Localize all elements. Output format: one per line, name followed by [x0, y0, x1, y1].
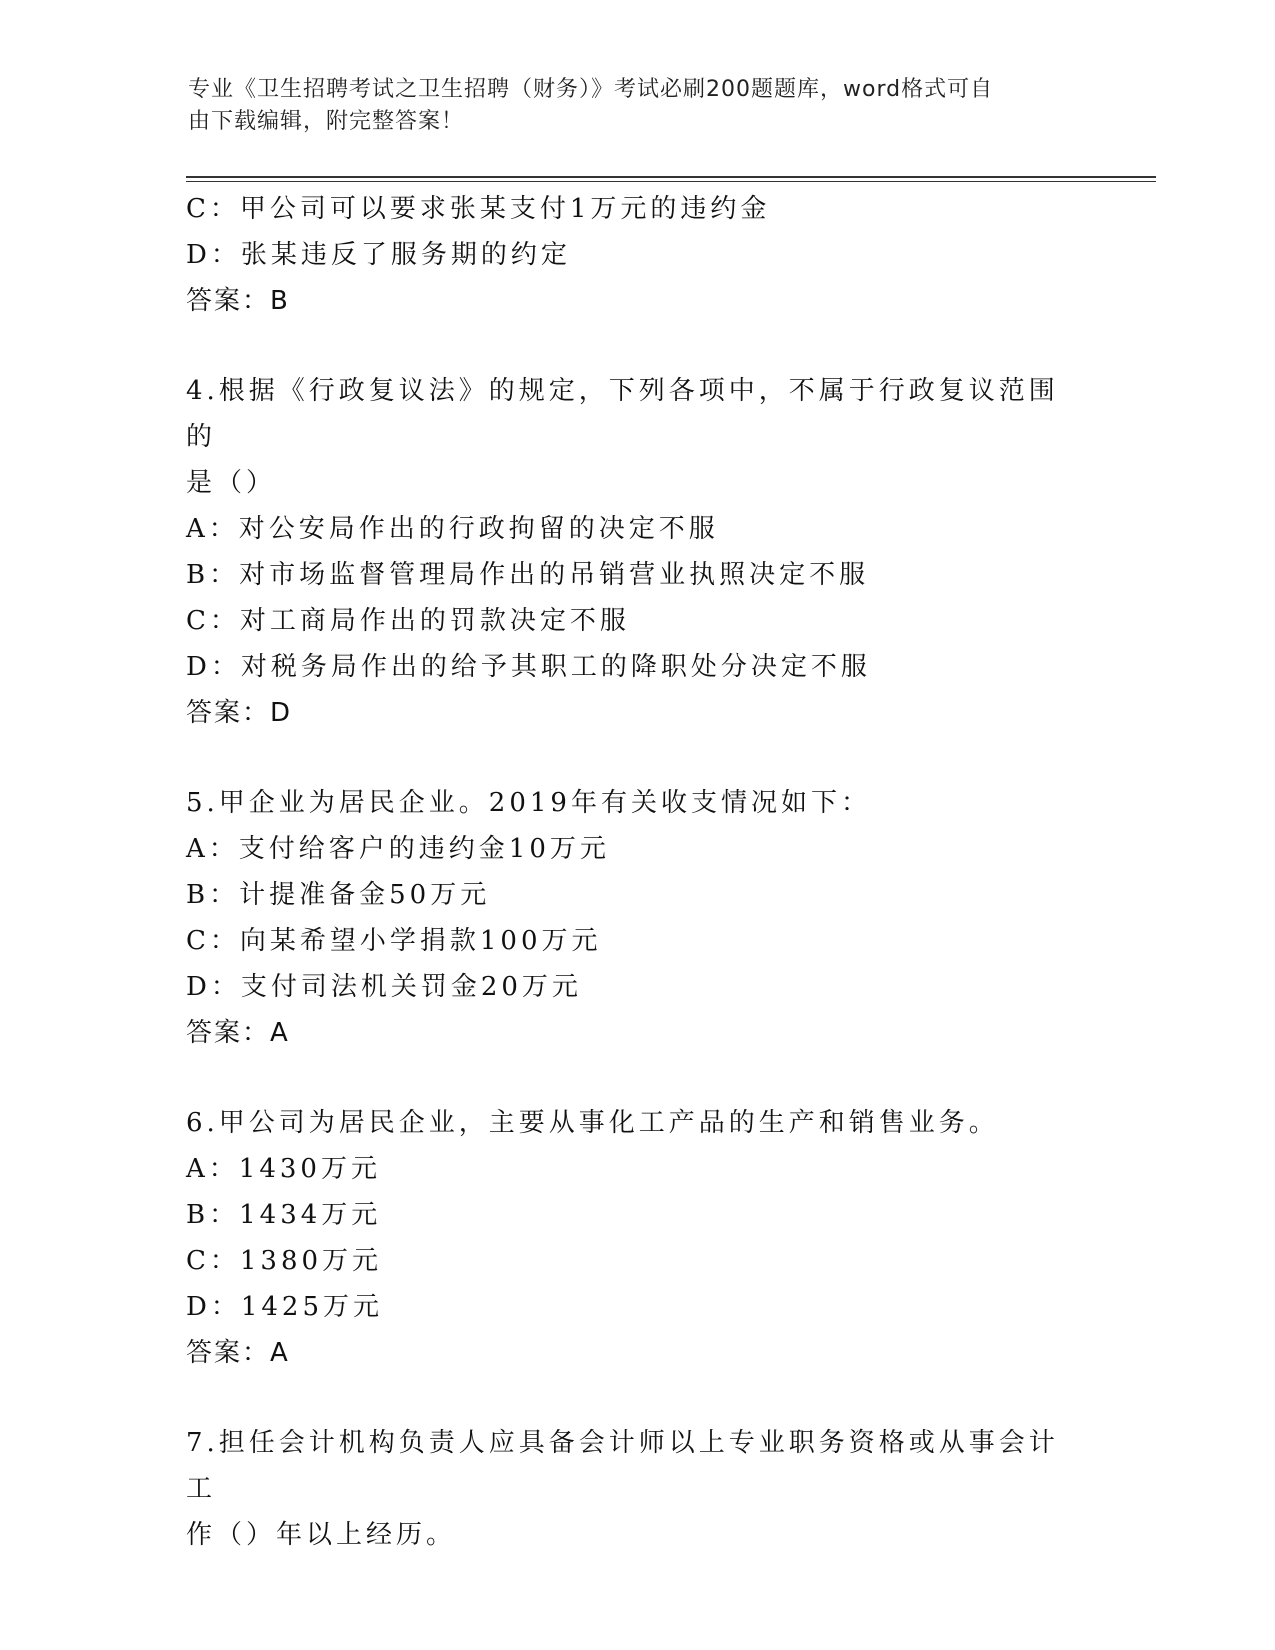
option-d: D：对税务局作出的给予其职工的降职处分决定不服 — [186, 652, 871, 682]
header-divider — [186, 176, 1156, 178]
answer-line: 答案：D — [186, 698, 293, 728]
option-c: C：甲公司可以要求张某支付1万元的违约金 — [186, 194, 771, 224]
question-block-7 — [186, 1420, 1086, 1558]
option-b: B：计提准备金50万元 — [186, 880, 491, 910]
option-a: A：支付给客户的违约金10万元 — [186, 834, 610, 864]
option-b: B：1434万元 — [186, 1200, 382, 1230]
question-list — [186, 186, 1086, 1558]
answer-line: 答案：A — [186, 1018, 290, 1048]
option-d: D：支付司法机关罚金20万元 — [186, 972, 582, 1002]
header-divider-thin — [186, 181, 1156, 182]
option-d: D：1425万元 — [186, 1292, 384, 1322]
question-stem-line: 是（） — [186, 468, 277, 498]
option-c: C：对工商局作出的罚款决定不服 — [186, 606, 630, 636]
answer-line: 答案：B — [186, 286, 290, 316]
header-line-1: 专业《卫生招聘考试之卫生招聘（财务）》考试必刷200题题库，word格式可自 — [188, 77, 994, 102]
question-stem-line: 6.甲公司为居民企业，主要从事化工产品的生产和销售业务。 — [186, 1108, 999, 1138]
question-block-6 — [186, 1100, 1086, 1376]
question-block-5 — [186, 780, 1086, 1056]
question-stem-line: 作（）年以上经历。 — [186, 1520, 457, 1550]
document-header — [188, 74, 1068, 138]
option-b: B：对市场监督管理局作出的吊销营业执照决定不服 — [186, 560, 870, 590]
question-block-4 — [186, 368, 1086, 736]
question-block-partial — [186, 186, 1086, 324]
option-a: A：1430万元 — [186, 1154, 381, 1184]
option-c: C：1380万元 — [186, 1246, 383, 1276]
option-d: D：张某违反了服务期的约定 — [186, 240, 571, 270]
question-stem-line: 5.甲企业为居民企业。2019年有关收支情况如下： — [186, 788, 871, 818]
option-c: C：向某希望小学捐款100万元 — [186, 926, 602, 956]
question-stem-line: 7.担任会计机构负责人应具备会计师以上专业职务资格或从事会计工 — [186, 1428, 1059, 1504]
question-stem-line: 4.根据《行政复议法》的规定，下列各项中，不属于行政复议范围的 — [186, 376, 1059, 452]
option-a: A：对公安局作出的行政拘留的决定不服 — [186, 514, 719, 544]
answer-line: 答案：A — [186, 1338, 290, 1368]
header-line-2: 由下载编辑，附完整答案！ — [188, 109, 465, 134]
